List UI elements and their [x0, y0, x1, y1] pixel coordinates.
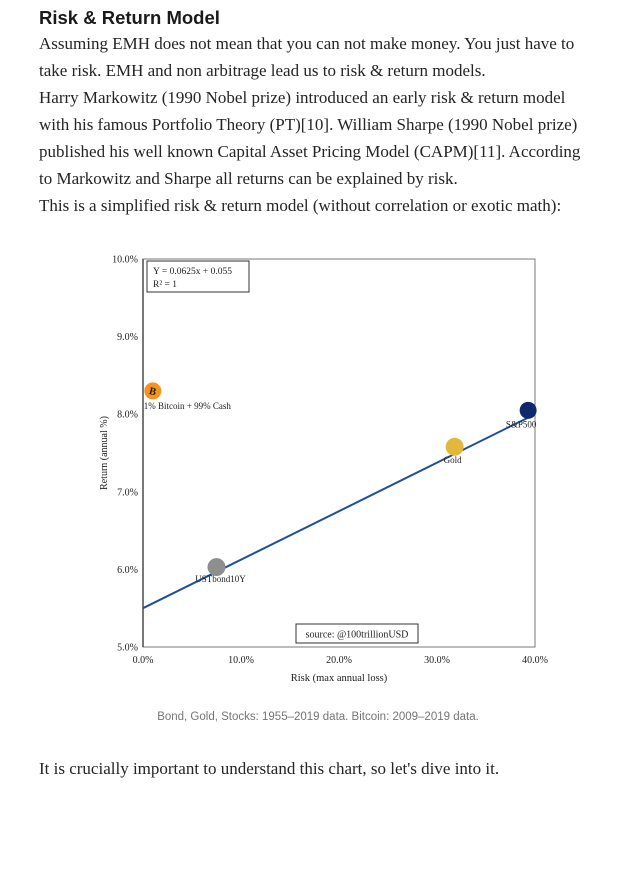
risk-return-chart: [93, 249, 553, 691]
x-tick-label: 30.0%: [424, 655, 450, 666]
r2-label: R² = 1: [153, 280, 178, 290]
x-tick-label: 10.0%: [228, 655, 254, 666]
paragraph-intro: Assuming EMH does not mean that you can not make money. You just have to take risk. EMH and non arbitrage lead us to risk & return models.: [39, 34, 575, 80]
label-gold: Gold: [443, 454, 462, 465]
label-sp500: S&P500: [505, 419, 537, 430]
y-tick-label: 10.0%: [112, 254, 138, 266]
paragraph-closing: It is crucially important to understand this chart, so let's dive into it.: [39, 759, 500, 778]
figure: [39, 249, 597, 725]
equation-label: Y = 0.0625x + 0.055: [153, 267, 232, 277]
y-tick-label: 9.0%: [117, 332, 138, 344]
point-sp500: [520, 402, 537, 419]
point-gold: [446, 438, 464, 456]
page-title: Risk & Return Model: [39, 7, 220, 28]
chart-container: [93, 249, 597, 696]
plot-border: [143, 259, 535, 647]
source-label: source: @100trillionUSD: [305, 629, 409, 641]
x-tick-label: 40.0%: [522, 655, 548, 666]
y-tick-label: 7.0%: [117, 487, 138, 499]
figure-caption: Bond, Gold, Stocks: 1955–2019 data. Bitcoin: 2009–2019 data.: [157, 711, 479, 723]
y-tick-label: 6.0%: [117, 564, 138, 576]
y-tick-label: 8.0%: [117, 409, 138, 421]
paragraph-model-lead-in: This is a simplified risk & return model (without correlation or exotic math):: [39, 196, 562, 215]
label-bitcoin-mix: 1% Bitcoin + 99% Cash: [143, 400, 231, 411]
label-ustbond10y: USTbond10Y: [195, 574, 246, 585]
y-tick-label: 5.0%: [117, 642, 138, 654]
y-axis-title: Return (annual %): [99, 416, 110, 490]
x-axis-title: Risk (max annual loss): [290, 673, 388, 684]
paragraph-markowitz-sharpe: Harry Markowitz (1990 Nobel prize) introduced an early risk & return model with his famous Portfolio Theory (PT)[10]. William Sharpe (1990 Nobel prize) published his well known Capital Asset Pricing Model (CAPM)[11]. According to Markowitz and Sharpe all returns can be explained by risk.: [39, 88, 581, 188]
bitcoin-glyph: B: [147, 385, 158, 399]
x-tick-label: 20.0%: [326, 655, 352, 666]
x-tick-label: 0.0%: [132, 655, 154, 666]
